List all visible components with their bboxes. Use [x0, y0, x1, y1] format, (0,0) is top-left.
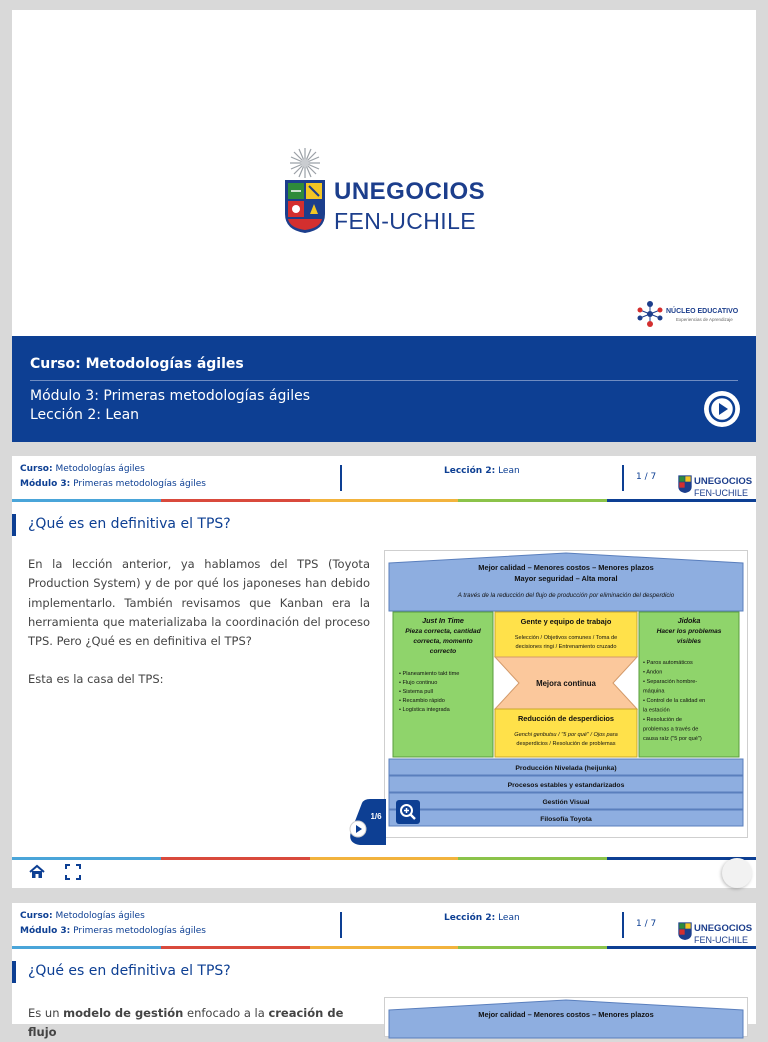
jit-sub3: correcto [429, 648, 457, 655]
page-indicator: 1 / 7 [636, 919, 657, 929]
cover-lesson: Lección 2: Lean [30, 407, 140, 423]
header-logo-line1: UNEGOCIOS [694, 476, 753, 487]
roof-line3: A través de la reducción del flujo de producción por eliminación del desperdicio [457, 592, 675, 599]
base-2: Procesos estables y estandarizados [507, 782, 625, 789]
zoom-button[interactable] [396, 800, 420, 824]
waste-title: Reducción de desperdicios [517, 714, 615, 723]
nucleo-title: NÚCLEO EDUCATIVO [666, 308, 739, 315]
footer-color-bar [12, 857, 756, 860]
content-slide-2 [12, 903, 756, 1039]
fullscreen-button[interactable] [64, 863, 82, 881]
play-circle-icon [704, 391, 740, 427]
header-separator [622, 465, 624, 491]
bold-segment: creación de flujo [28, 1006, 344, 1039]
pillar-list-item: causa raíz ("5 por qué") [643, 736, 702, 742]
base-4: Filosofía Toyota [540, 816, 592, 823]
pillar-list-item: • Recambio rápido [399, 698, 445, 704]
cover-title-band [12, 336, 756, 442]
tps-house-diagram [384, 550, 748, 838]
jidoka-sub1: Hacer los problemas [656, 628, 722, 635]
cover-slide [12, 10, 756, 442]
module-label: Módulo 3: [20, 479, 71, 489]
pillar-list-item: máquina [643, 688, 665, 695]
text-segment: Es un [28, 1006, 64, 1020]
header-logo [676, 911, 756, 947]
home-icon [28, 863, 46, 881]
cover-divider [30, 380, 738, 381]
course-label: Curso: [20, 464, 53, 474]
header-separator [622, 912, 624, 938]
jidoka-sub2: visibles [676, 638, 702, 645]
module-label: Módulo 3: [20, 926, 71, 936]
header-color-bar [12, 499, 756, 502]
header-separator [340, 912, 342, 938]
paragraph-1: En la lección anterior, ya hablamos del TPS (Toyota Production System) y de por qué los japoneses han debido implementarlo. También revisamos que Kanban era la herramienta que materializaba la coordinación del proceso TPS. Pero ¿Qué es en definitiva el TPS? [28, 557, 370, 649]
jit-sub2: correcta, momento [413, 638, 473, 645]
tps-house-diagram [384, 997, 748, 1037]
roof-line1: Mejor calidad – Menores costos – Menores plazos [478, 1010, 654, 1019]
slide-header [12, 456, 756, 500]
university-crest-icon [678, 474, 692, 494]
home-button[interactable] [28, 863, 46, 881]
bold-segment: modelo de gestión [63, 1006, 184, 1020]
university-crest-icon [678, 921, 692, 941]
people-sub2: decisiones ringi / Entrenamiento cruzado [515, 644, 617, 650]
gallery-counter[interactable] [346, 799, 386, 845]
header-logo [676, 464, 756, 500]
header-separator [340, 465, 342, 491]
people-sub1: Selección / Objetivos comunes / Toma de [514, 635, 618, 641]
course-label: Curso: [20, 911, 53, 921]
magnifier-plus-icon [396, 800, 420, 824]
people-title: Gente y equipo de trabajo [520, 617, 612, 626]
header-color-bar [12, 946, 756, 949]
lesson-value: Lean [498, 913, 520, 923]
pillar-list-item: • Logística integrada [399, 707, 450, 713]
jidoka-title: Jidoka [677, 616, 701, 625]
roof-line2: Mayor seguridad – Alta moral [514, 574, 618, 583]
paragraph-2: Esta es la casa del TPS: [28, 672, 164, 687]
lesson-label: Lección 2: [444, 913, 496, 923]
title-accent [12, 961, 16, 983]
content-slide-1 [12, 456, 756, 888]
lesson-label: Lección 2: [444, 466, 496, 476]
waste-sub1: Genchi genbutsu / "5 por qué" / Ojos para [514, 732, 618, 738]
slide-title: ¿Qué es en definitiva el TPS? [28, 516, 231, 532]
logo-line1: UNEGOCIOS [334, 178, 486, 205]
pillar-list-item: • Control de la calidad en [643, 698, 706, 704]
slide-header [12, 903, 756, 947]
page-indicator: 1 / 7 [636, 472, 657, 482]
molecule-icon [636, 300, 664, 328]
university-crest-icon [284, 178, 326, 234]
jit-title: Just In Time [422, 616, 464, 625]
pillar-list-item: • Paros automáticos [643, 660, 693, 666]
header-logo-line2: FEN-UCHILE [694, 934, 749, 945]
slide-title: ¿Qué es en definitiva el TPS? [28, 963, 231, 979]
header-logo-line1: UNEGOCIOS [694, 923, 753, 934]
fullscreen-icon [64, 863, 82, 881]
pillar-list-item: problemas a través de [643, 726, 699, 733]
slide-body [28, 555, 370, 709]
lesson-value: Lean [498, 466, 520, 476]
cover-course: Curso: Metodologías ágiles [30, 356, 244, 372]
course-value: Metodologías ágiles [55, 464, 145, 474]
next-slide-button[interactable] [722, 858, 752, 888]
pillar-list-item: • Andon [643, 669, 663, 676]
pillar-list-item: • Resolución de [643, 717, 682, 723]
unegocios-logo [284, 146, 504, 238]
logo-line2: FEN-UCHILE [334, 208, 477, 234]
continuous-label: Mejora continua [536, 679, 596, 688]
course-value: Metodologías ágiles [55, 911, 145, 921]
pillar-list-item: • Flujo continuo [399, 680, 438, 686]
slide-body [28, 1004, 370, 1042]
pillar-list-item: • Separación hombre- [643, 679, 698, 685]
nucleo-subtitle: Experiencias de Aprendizaje [676, 317, 733, 322]
cover-module: Módulo 3: Primeras metodologías ágiles [30, 388, 311, 404]
roof-line1: Mejor calidad – Menores costos – Menores plazos [478, 563, 654, 572]
nucleo-educativo-logo [636, 300, 756, 330]
pillar-list-item: • Planeamiento takt time [399, 671, 460, 677]
pillar-list-item: • Sistema pull [399, 689, 433, 695]
header-logo-line2: FEN-UCHILE [694, 487, 749, 498]
counter-text: 1/6 [370, 812, 382, 821]
title-accent [12, 514, 16, 536]
waste-sub2: desperdicios / Resolución de problemas [516, 741, 616, 747]
jit-sub1: Pieza correcta, cantidad [405, 628, 481, 635]
module-value: Primeras metodologías ágiles [73, 926, 206, 936]
base-3: Gestión Visual [542, 799, 590, 806]
play-button[interactable] [704, 391, 740, 427]
pillar-list-item: la estación [643, 707, 670, 714]
base-1: Producción Nivelada (heijunka) [515, 765, 617, 772]
star-emblem-icon [288, 146, 322, 180]
text-segment: enfocado a la [183, 1006, 269, 1020]
module-value: Primeras metodologías ágiles [73, 479, 206, 489]
